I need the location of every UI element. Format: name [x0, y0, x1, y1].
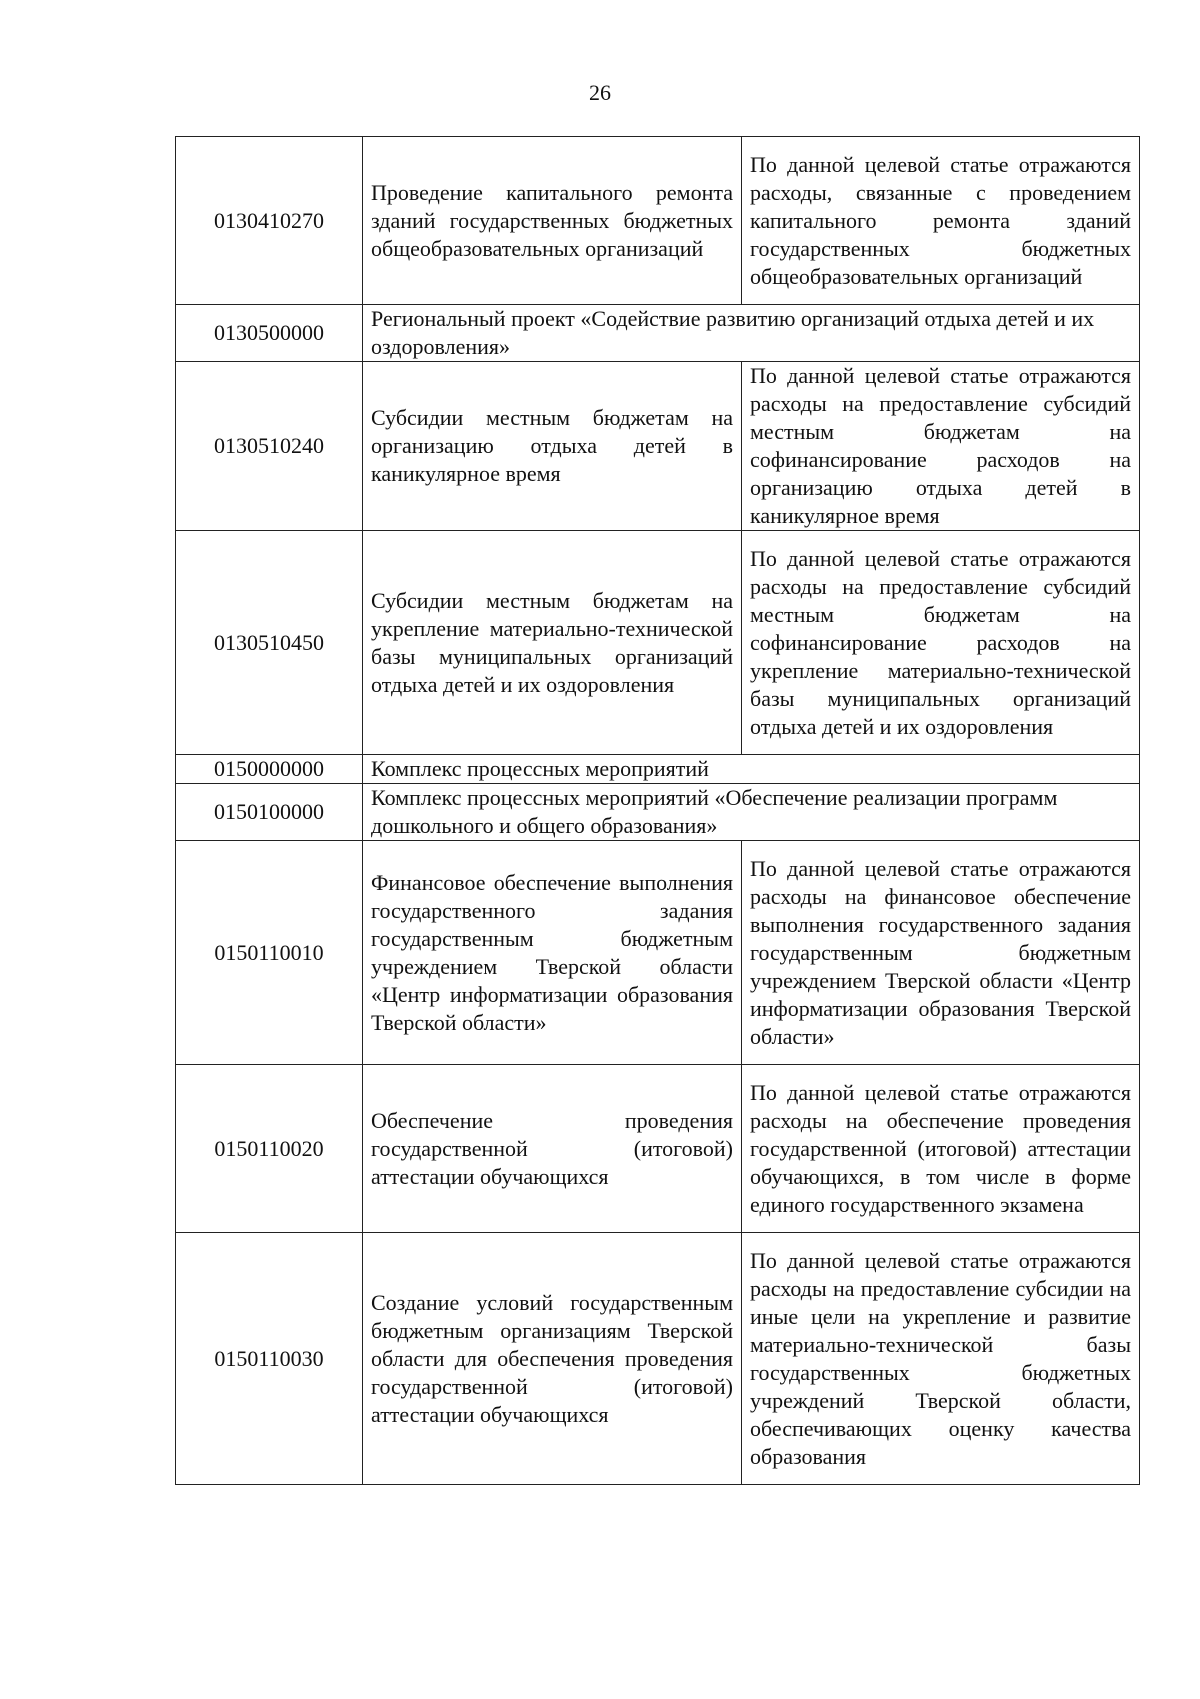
- target-code: 0150110030: [176, 1233, 363, 1485]
- target-code: 0130500000: [176, 305, 363, 362]
- item-description: По данной целевой статье отражаются расходы на предоставление субсидии на иные цели на укрепление и развитие материально-технической базы государственных бюджетных учреждений Тверской области, обеспечивающих оценку качества образования: [742, 1233, 1140, 1485]
- table-row: [176, 531, 1140, 755]
- target-code: 0130510450: [176, 531, 363, 755]
- item-name: Финансовое обеспечение выполнения государственного задания государственным бюджетным учреждением Тверской области «Центр информатизации образования Тверской области»: [363, 841, 742, 1065]
- item-description: По данной целевой статье отражаются расходы на предоставление субсидий местным бюджетам на софинансирование расходов на организацию отдыха детей в каникулярное время: [742, 362, 1140, 531]
- item-name: Проведение капитального ремонта зданий государственных бюджетных общеобразовательных организаций: [363, 137, 742, 305]
- target-code: 0150100000: [176, 784, 363, 841]
- item-name: Субсидии местным бюджетам на организацию отдыха детей в каникулярное время: [363, 362, 742, 531]
- item-name: Создание условий государственным бюджетным организациям Тверской области для обеспечения проведения государственной (итоговой) аттестации обучающихся: [363, 1233, 742, 1485]
- table-row: [176, 784, 1140, 841]
- page-number: 26: [589, 80, 611, 105]
- table-row: [176, 1233, 1140, 1485]
- item-name: Комплекс процессных мероприятий: [363, 755, 1140, 784]
- item-name: Субсидии местным бюджетам на укрепление материально-технической базы муниципальных организаций отдыха детей и их оздоровления: [363, 531, 742, 755]
- table-row: [176, 1065, 1140, 1233]
- target-code: 0130510240: [176, 362, 363, 531]
- item-description: По данной целевой статье отражаются расходы на предоставление субсидий местным бюджетам на софинансирование расходов на укрепление материально-технической базы муниципальных организаций отдыха детей и их оздоровления: [742, 531, 1140, 755]
- item-name: Региональный проект «Содействие развитию организаций отдыха детей и их оздоровления»: [363, 305, 1140, 362]
- table-row: [176, 305, 1140, 362]
- target-code: 0150110020: [176, 1065, 363, 1233]
- target-code: 0150110010: [176, 841, 363, 1065]
- table-row: [176, 362, 1140, 531]
- table-row: [176, 137, 1140, 305]
- item-description: По данной целевой статье отражаются расходы, связанные с проведением капитального ремонта зданий государственных бюджетных общеобразовательных организаций: [742, 137, 1140, 305]
- table-row: [176, 755, 1140, 784]
- item-description: По данной целевой статье отражаются расходы на финансовое обеспечение выполнения государственного задания государственным бюджетным учреждением Тверской области «Центр информатизации образования Тверской области»: [742, 841, 1140, 1065]
- target-code: 0150000000: [176, 755, 363, 784]
- item-name: Обеспечение проведения государственной (итоговой) аттестации обучающихся: [363, 1065, 742, 1233]
- budget-classification-table: [175, 136, 1140, 1485]
- target-code: 0130410270: [176, 137, 363, 305]
- table-row: [176, 841, 1140, 1065]
- item-name: Комплекс процессных мероприятий «Обеспечение реализации программ дошкольного и общего образования»: [363, 784, 1140, 841]
- item-description: По данной целевой статье отражаются расходы на обеспечение проведения государственной (итоговой) аттестации обучающихся, в том числе в форме единого государственного экзамена: [742, 1065, 1140, 1233]
